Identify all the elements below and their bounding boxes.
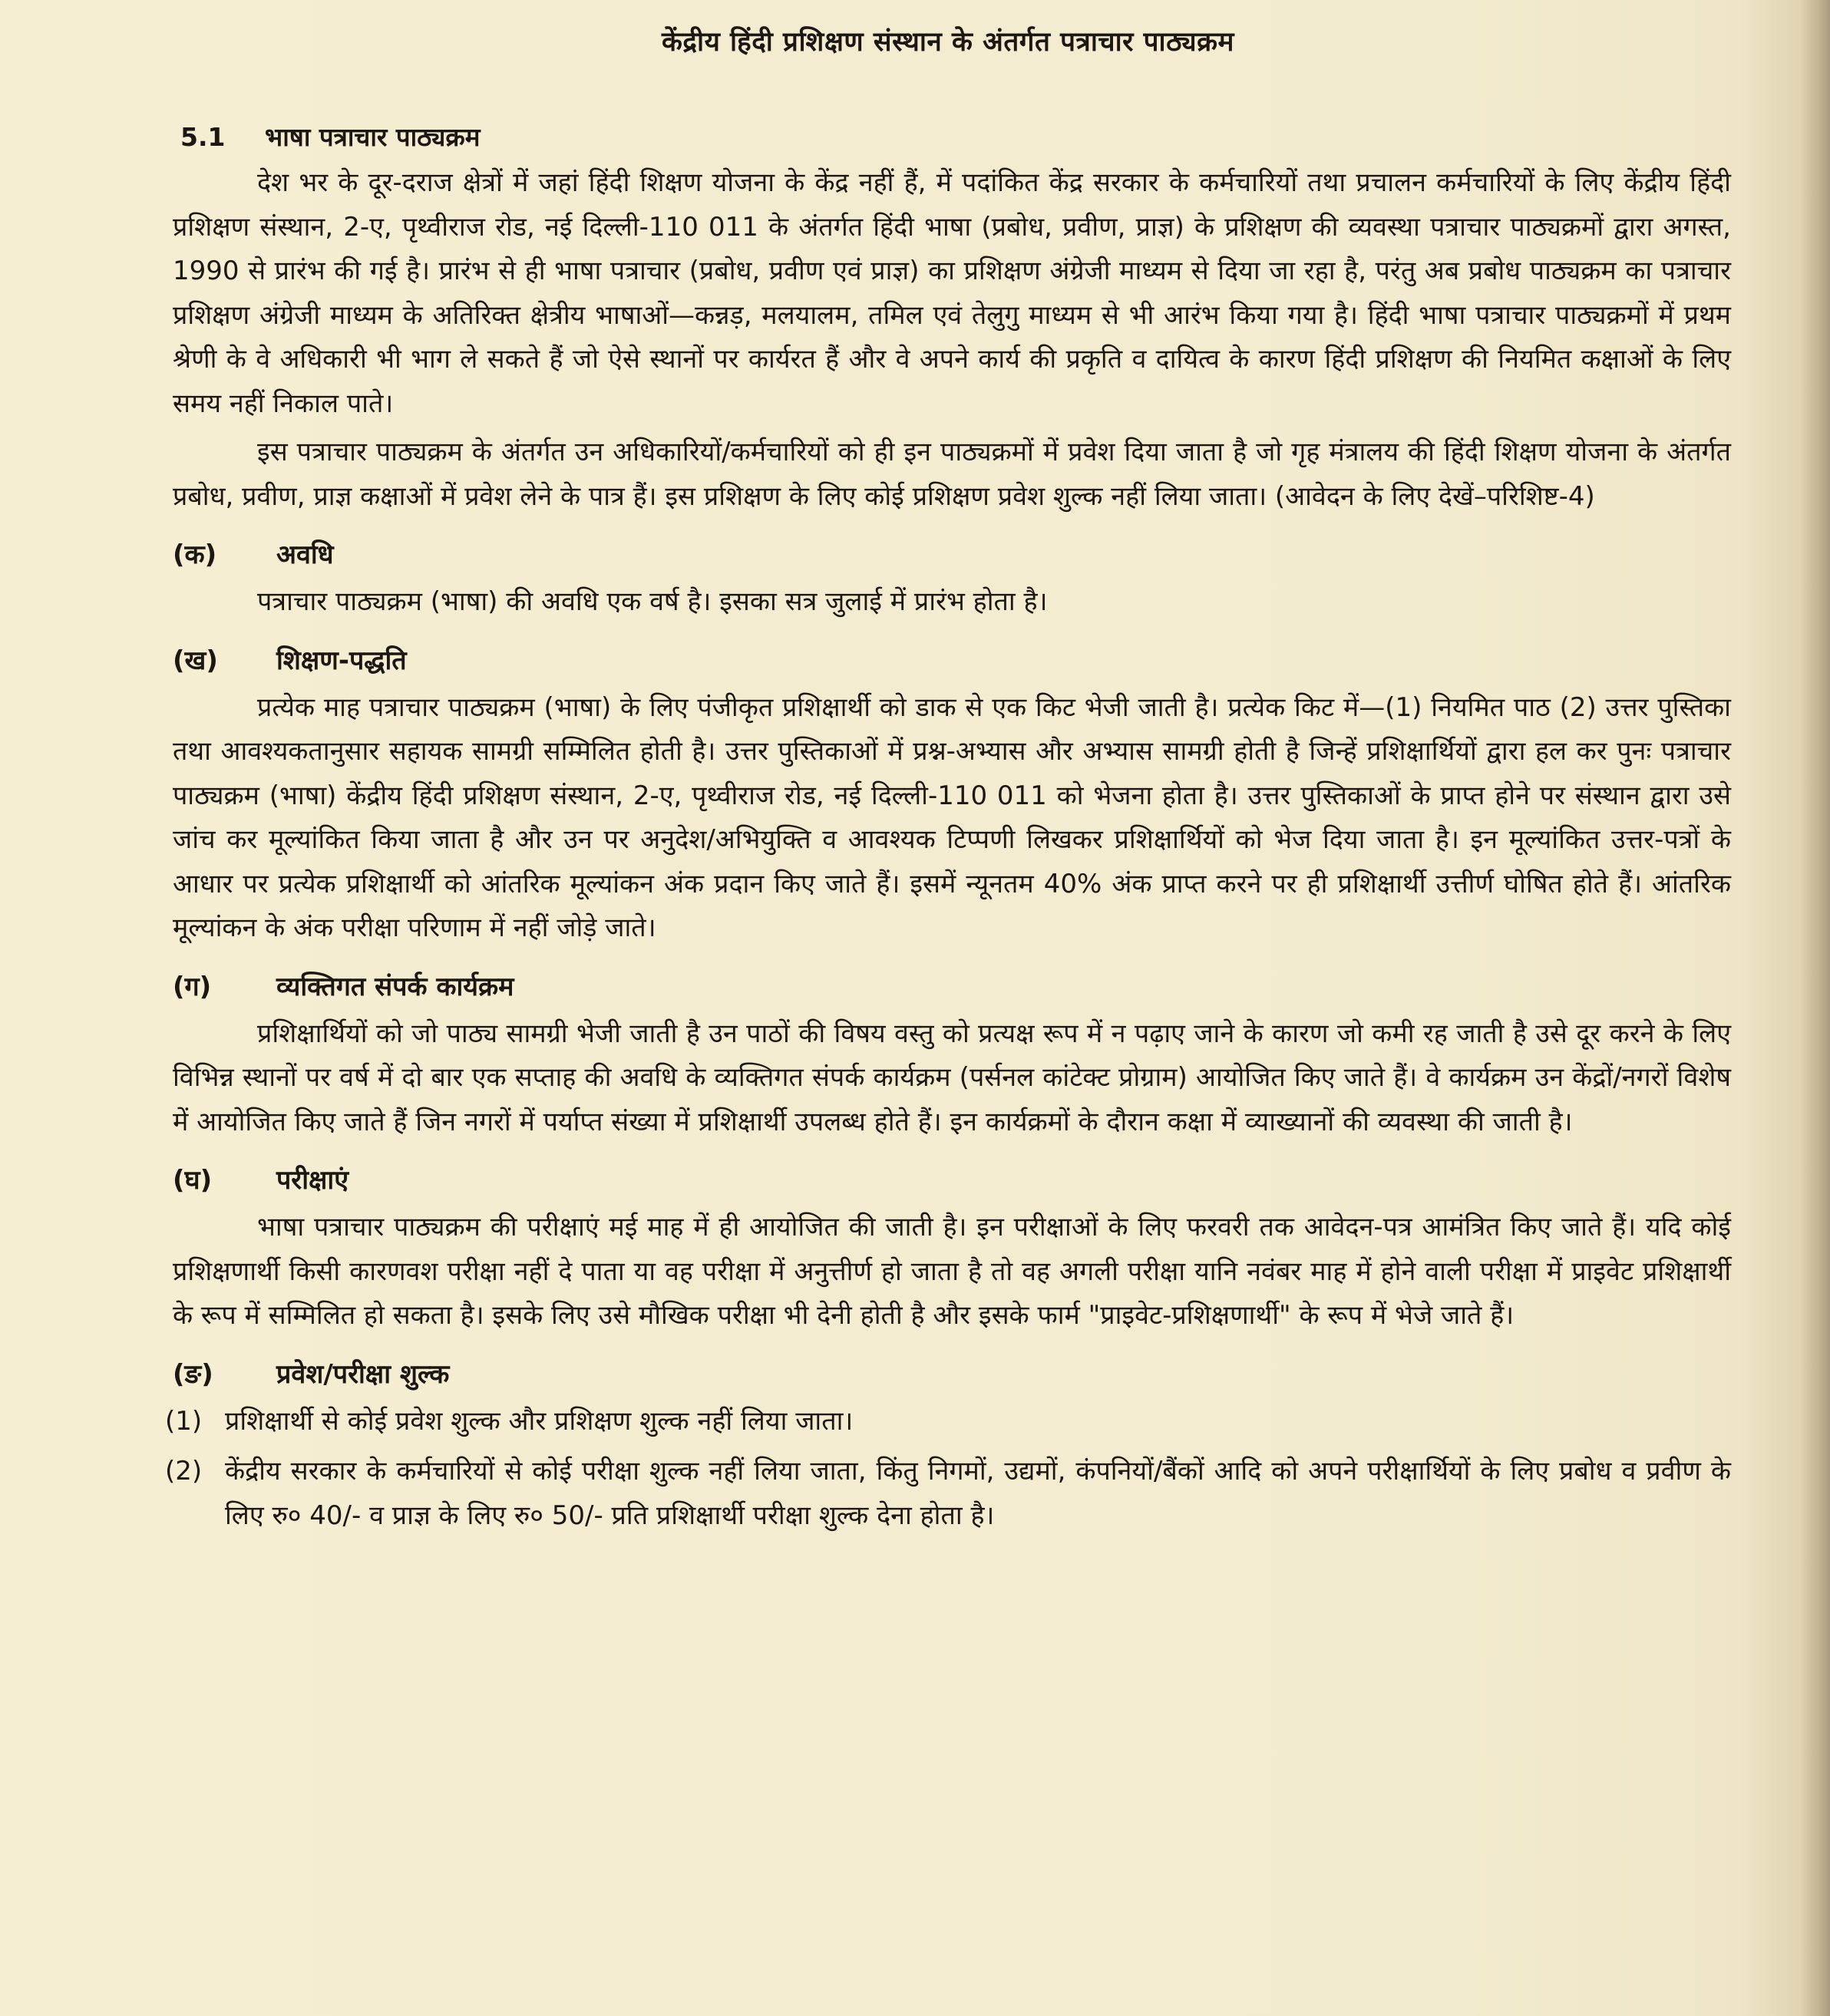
subsection-text-contact-program: प्रशिक्षार्थियों को जो पाठ्य सामग्री भेजी जाती है उन पाठों की विषय वस्तु को प्रत्यक्ष रूप में न पढ़ाए जाने के कारण जो कमी रह जाती है उसे दूर करने के लिए विभिन्न स्थानों पर वर्ष में दो बार एक सप्ताह की अवधि के व्यक्तिगत संपर्क कार्यक्रम (पर्सनल कांटेक्ट प्रोग्राम) आयोजित किए जाते हैं। वे कार्यक्रम उन केंद्रों/नगरों विशेष में आयोजित किए जाते हैं जिन नगरों में पर्याप्त संख्या में प्रशिक्षार्थी उपलब्ध होते हैं। इन कार्यक्रमों के दौरान कक्षा में व्याख्यानों की व्यवस्था की जाती है। (173, 1018, 1731, 1137)
subsection-marker: (ग) (173, 971, 212, 1002)
subsection-title: व्यक्तिगत संपर्क कार्यक्रम (276, 971, 514, 1002)
page-title: केंद्रीय हिंदी प्रशिक्षण संस्थान के अंतर्गत पत्राचार पाठ्यक्रम (662, 27, 1234, 58)
fee-item-text: केंद्रीय सरकार के कर्मचारियों से कोई परीक्षा शुल्क नहीं लिया जाता, किंतु निगमों, उद्यमों, कंपनियों/बैंकों आदि को अपने परीक्षार्थियों के लिए प्रबोध व प्रवीण के लिए रु० 40/- व प्राज्ञ के लिए रु० 50/- प्रति प्रशिक्षार्थी परीक्षा शुल्क देना होता है। (225, 1456, 1731, 1531)
subsection-text-method: प्रत्येक माह पत्राचार पाठ्यक्रम (भाषा) के लिए पंजीकृत प्रशिक्षार्थी को डाक से एक किट भेजी जाती है। प्रत्येक किट में—(1) नियमित पाठ (2) उत्तर पुस्तिका तथा आवश्यकतानुसार सहायक सामग्री सम्मिलित होती है। उत्तर पुस्तिकाओं में प्रश्न-अभ्यास और अभ्यास सामग्री होती है जिन्हें प्रशिक्षार्थियों द्वारा हल कर पुनः पत्राचार पाठ्यक्रम (भाषा) केंद्रीय हिंदी प्रशिक्षण संस्थान, 2-ए, पृथ्वीराज रोड, नई दिल्ली-110 011 को भेजना होता है। उत्तर पुस्तिकाओं के प्राप्त होने पर संस्थान द्वारा उसे जांच कर मूल्यांकित किया जाता है और उन पर अनुदेश/अभियुक्ति व आवश्यक टिप्पणी लिखकर प्रशिक्षार्थियों को भेज दिया जाता है। इन मूल्यांकित उत्तर-पत्रों के आधार पर प्रत्येक प्रशिक्षार्थी को आंतरिक मूल्यांकन अंक प्रदान किए जाते हैं। इसमें न्यूनतम 40% अंक प्राप्त करने पर ही प्रशिक्षार्थी उत्तीर्ण घोषित होते हैं। आंतरिक मूल्यांकन के अंक परीक्षा परिणाम में नहीं जोड़े जाते। (173, 691, 1731, 943)
section-number: 5.1 (180, 122, 226, 152)
subsection-text-duration: पत्राचार पाठ्यक्रम (भाषा) की अवधि एक वर्ष है। इसका सत्र जुलाई में प्रारंभ होता है। (257, 586, 1048, 617)
section-heading (180, 119, 1731, 153)
subsection-heading-contact-program (173, 968, 1731, 1003)
intro-paragraph-1: देश भर के दूर-दराज क्षेत्रों में जहां हिंदी शिक्षण योजना के केंद्र नहीं हैं, में पदांकित केंद्र सरकार के कर्मचारियों तथा प्रचालन कर्मचारियों के लिए केंद्रीय हिंदी प्रशिक्षण संस्थान, 2-ए, पृथ्वीराज रोड, नई दिल्ली-110 011 के अंतर्गत हिंदी भाषा (प्रबोध, प्रवीण, प्राज्ञ) के प्रशिक्षण की व्यवस्था पत्राचार पाठ्यक्रमों द्वारा अगस्त, 1990 से प्रारंभ की गई है। प्रारंभ से ही भाषा पत्राचार (प्रबोध, प्रवीण एवं प्राज्ञ) का प्रशिक्षण अंग्रेजी माध्यम से दिया जा रहा है, परंतु अब प्रबोध पाठ्यक्रम का पत्राचार प्रशिक्षण अंग्रेजी माध्यम के अतिरिक्त क्षेत्रीय भाषाओं—कन्नड़, मलयालम, तमिल एवं तेलुगु माध्यम से भी आरंभ किया गया है। हिंदी भाषा पत्राचार पाठ्यक्रमों में प्रथम श्रेणी के वे अधिकारी भी भाग ले सकते हैं जो ऐसे स्थानों पर कार्यरत हैं और वे अपने कार्य की प्रकृति व दायित्व के कारण हिंदी प्रशिक्षण की नियमित कक्षाओं के लिए समय नहीं निकाल पाते। (173, 167, 1731, 419)
subsection-heading-exams (173, 1161, 1731, 1196)
subsection-heading-fees (173, 1355, 1731, 1391)
subsection-marker: (घ) (173, 1165, 213, 1196)
subsection-text-exams: भाषा पत्राचार पाठ्यक्रम की परीक्षाएं मई माह में ही आयोजित की जाती है। इन परीक्षाओं के लिए फरवरी तक आवेदन-पत्र आमंत्रित किए जाते हैं। यदि कोई प्रशिक्षणार्थी किसी कारणवश परीक्षा नहीं दे पाता या वह परीक्षा में अनुत्तीर्ण हो जाता है तो वह अगली परीक्षा यानि नवंबर माह में होने वाली परीक्षा में प्राइवेट प्रशिक्षार्थी के रूप में सम्मिलित हो सकता है। इसके लिए उसे मौखिक परीक्षा भी देनी होती है और इसके फार्म "प्राइवेट-प्रशिक्षणार्थी" के रूप में भेजे जाते हैं। (173, 1212, 1731, 1331)
fee-item (165, 1400, 1731, 1444)
intro-paragraph-2: इस पत्राचार पाठ्यक्रम के अंतर्गत उन अधिकारियों/कर्मचारियों को ही इन पाठ्यक्रमों में प्रवेश दिया जाता है जो गृह मंत्रालय की हिंदी शिक्षण योजना के अंतर्गत प्रबोध, प्रवीण, प्राज्ञ कक्षाओं में प्रवेश लेने के पात्र हैं। इस प्रशिक्षण के लिए कोई प्रशिक्षण प्रवेश शुल्क नहीं लिया जाता। (आवेदन के लिए देखें–परिशिष्ट-4) (173, 437, 1731, 512)
fee-item-marker: (1) (165, 1405, 203, 1437)
section-title: भाषा पत्राचार पाठ्यक्रम (265, 122, 481, 152)
subsection-heading-duration (173, 536, 1731, 571)
subsection-heading-method (173, 642, 1731, 677)
subsection-title: अवधि (276, 539, 334, 570)
page-binding-edge (1799, 0, 1830, 2016)
subsection-marker: (ङ) (173, 1358, 213, 1390)
fee-item-marker: (2) (165, 1456, 203, 1486)
fee-item-text: प्रशिक्षार्थी से कोई प्रवेश शुल्क और प्रशिक्षण शुल्क नहीं लिया जाता। (225, 1405, 854, 1437)
subsection-marker: (ख) (173, 645, 218, 676)
subsection-title: शिक्षण-पद्धति (276, 645, 407, 676)
document-content (165, 23, 1731, 1543)
subsection-title: प्रवेश/परीक्षा शुल्क (276, 1358, 450, 1390)
subsection-title: परीक्षाएं (276, 1165, 349, 1196)
subsection-marker: (क) (173, 539, 217, 570)
fee-item (165, 1450, 1731, 1538)
